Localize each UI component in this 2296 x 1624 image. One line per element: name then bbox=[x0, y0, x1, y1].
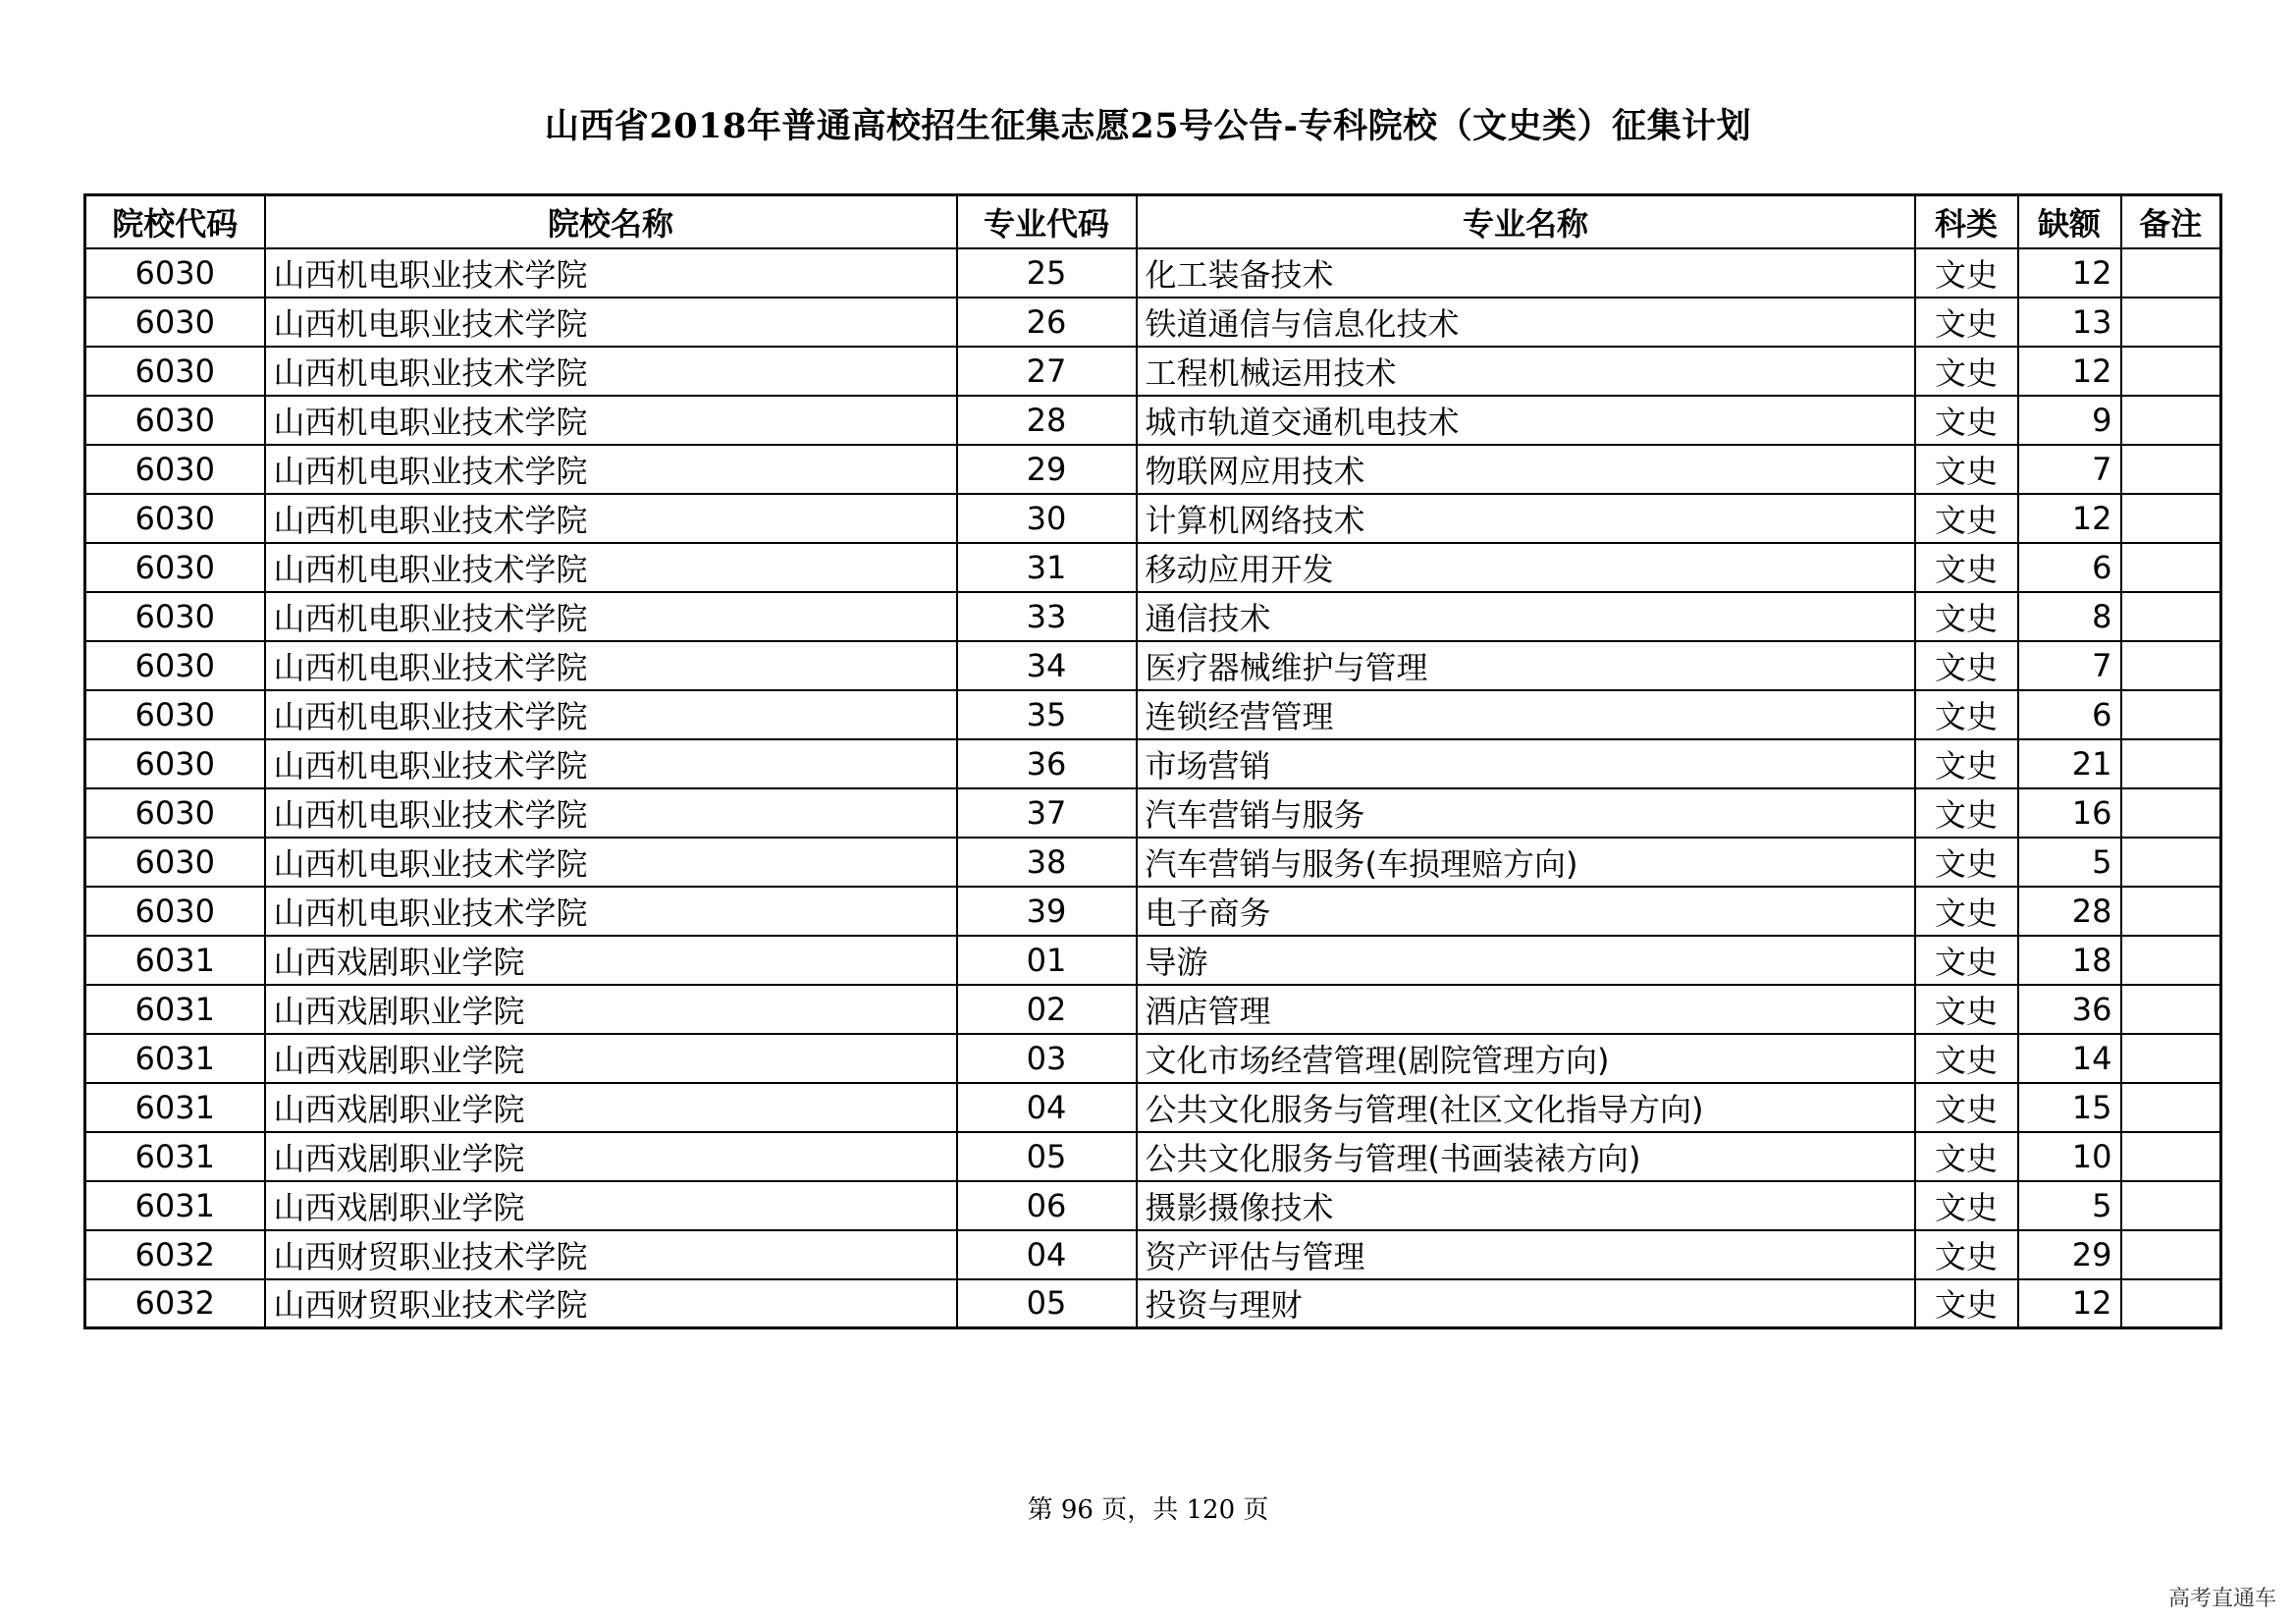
cell-category: 文史 bbox=[1915, 887, 2018, 936]
cell-major-code: 27 bbox=[957, 347, 1137, 396]
cell-major-code: 01 bbox=[957, 936, 1137, 985]
cell-school-name: 山西机电职业技术学院 bbox=[265, 298, 957, 347]
cell-school-code: 6030 bbox=[85, 494, 265, 543]
cell-school-name: 山西机电职业技术学院 bbox=[265, 347, 957, 396]
table-row bbox=[85, 592, 2221, 641]
header-category: 科类 bbox=[1915, 195, 2018, 248]
table-row bbox=[85, 248, 2221, 298]
cell-quota: 16 bbox=[2018, 788, 2121, 838]
header-school-name: 院校名称 bbox=[265, 195, 957, 248]
cell-quota: 8 bbox=[2018, 592, 2121, 641]
cell-quota: 10 bbox=[2018, 1132, 2121, 1181]
cell-remarks bbox=[2121, 985, 2221, 1034]
cell-school-code: 6030 bbox=[85, 347, 265, 396]
cell-remarks bbox=[2121, 1034, 2221, 1083]
cell-category: 文史 bbox=[1915, 788, 2018, 838]
cell-major-code: 34 bbox=[957, 641, 1137, 690]
cell-major-name: 摄影摄像技术 bbox=[1137, 1181, 1915, 1230]
cell-major-code: 02 bbox=[957, 985, 1137, 1034]
cell-school-name: 山西机电职业技术学院 bbox=[265, 248, 957, 298]
cell-major-name: 物联网应用技术 bbox=[1137, 445, 1915, 494]
cell-quota: 36 bbox=[2018, 985, 2121, 1034]
cell-major-name: 资产评估与管理 bbox=[1137, 1230, 1915, 1279]
cell-remarks bbox=[2121, 1132, 2221, 1181]
cell-school-name: 山西机电职业技术学院 bbox=[265, 788, 957, 838]
cell-major-name: 连锁经营管理 bbox=[1137, 690, 1915, 739]
header-remarks: 备注 bbox=[2121, 195, 2221, 248]
cell-remarks bbox=[2121, 347, 2221, 396]
cell-major-name: 公共文化服务与管理(社区文化指导方向) bbox=[1137, 1083, 1915, 1132]
cell-school-name: 山西机电职业技术学院 bbox=[265, 690, 957, 739]
cell-school-code: 6031 bbox=[85, 985, 265, 1034]
cell-school-name: 山西财贸职业技术学院 bbox=[265, 1230, 957, 1279]
cell-school-code: 6030 bbox=[85, 396, 265, 445]
cell-category: 文史 bbox=[1915, 985, 2018, 1034]
cell-major-code: 06 bbox=[957, 1181, 1137, 1230]
cell-quota: 12 bbox=[2018, 347, 2121, 396]
cell-category: 文史 bbox=[1915, 396, 2018, 445]
cell-remarks bbox=[2121, 641, 2221, 690]
table-row bbox=[85, 543, 2221, 592]
cell-quota: 29 bbox=[2018, 1230, 2121, 1279]
header-school-code: 院校代码 bbox=[85, 195, 265, 248]
table-row bbox=[85, 641, 2221, 690]
cell-school-code: 6030 bbox=[85, 739, 265, 788]
cell-remarks bbox=[2121, 739, 2221, 788]
cell-category: 文史 bbox=[1915, 248, 2018, 298]
cell-category: 文史 bbox=[1915, 1034, 2018, 1083]
table-row bbox=[85, 936, 2221, 985]
cell-category: 文史 bbox=[1915, 641, 2018, 690]
cell-remarks bbox=[2121, 248, 2221, 298]
cell-category: 文史 bbox=[1915, 1083, 2018, 1132]
cell-remarks bbox=[2121, 543, 2221, 592]
enrollment-plan-table bbox=[83, 193, 2222, 1329]
cell-category: 文史 bbox=[1915, 1132, 2018, 1181]
table-row bbox=[85, 887, 2221, 936]
cell-major-name: 移动应用开发 bbox=[1137, 543, 1915, 592]
cell-school-code: 6030 bbox=[85, 248, 265, 298]
cell-major-code: 31 bbox=[957, 543, 1137, 592]
cell-major-code: 04 bbox=[957, 1230, 1137, 1279]
cell-major-name: 公共文化服务与管理(书画装裱方向) bbox=[1137, 1132, 1915, 1181]
table-row bbox=[85, 788, 2221, 838]
cell-quota: 15 bbox=[2018, 1083, 2121, 1132]
cell-major-name: 通信技术 bbox=[1137, 592, 1915, 641]
cell-school-code: 6031 bbox=[85, 1181, 265, 1230]
cell-school-name: 山西戏剧职业学院 bbox=[265, 985, 957, 1034]
table-row bbox=[85, 1279, 2221, 1328]
table-row bbox=[85, 985, 2221, 1034]
cell-quota: 18 bbox=[2018, 936, 2121, 985]
cell-category: 文史 bbox=[1915, 543, 2018, 592]
cell-school-name: 山西机电职业技术学院 bbox=[265, 494, 957, 543]
cell-remarks bbox=[2121, 592, 2221, 641]
cell-major-name: 酒店管理 bbox=[1137, 985, 1915, 1034]
cell-major-name: 化工装备技术 bbox=[1137, 248, 1915, 298]
cell-quota: 21 bbox=[2018, 739, 2121, 788]
cell-school-code: 6030 bbox=[85, 298, 265, 347]
cell-school-code: 6030 bbox=[85, 543, 265, 592]
cell-major-code: 26 bbox=[957, 298, 1137, 347]
cell-quota: 6 bbox=[2018, 690, 2121, 739]
cell-category: 文史 bbox=[1915, 1279, 2018, 1328]
cell-remarks bbox=[2121, 494, 2221, 543]
cell-remarks bbox=[2121, 396, 2221, 445]
cell-category: 文史 bbox=[1915, 1230, 2018, 1279]
cell-school-code: 6030 bbox=[85, 592, 265, 641]
cell-major-name: 城市轨道交通机电技术 bbox=[1137, 396, 1915, 445]
cell-category: 文史 bbox=[1915, 690, 2018, 739]
cell-school-name: 山西机电职业技术学院 bbox=[265, 838, 957, 887]
cell-major-code: 30 bbox=[957, 494, 1137, 543]
cell-category: 文史 bbox=[1915, 1181, 2018, 1230]
header-major-code: 专业代码 bbox=[957, 195, 1137, 248]
table-row bbox=[85, 347, 2221, 396]
cell-major-code: 03 bbox=[957, 1034, 1137, 1083]
cell-school-code: 6031 bbox=[85, 1034, 265, 1083]
cell-school-code: 6030 bbox=[85, 690, 265, 739]
cell-quota: 28 bbox=[2018, 887, 2121, 936]
cell-school-name: 山西机电职业技术学院 bbox=[265, 543, 957, 592]
cell-quota: 5 bbox=[2018, 1181, 2121, 1230]
table-row bbox=[85, 1230, 2221, 1279]
table-row bbox=[85, 445, 2221, 494]
cell-remarks bbox=[2121, 1230, 2221, 1279]
cell-major-code: 04 bbox=[957, 1083, 1137, 1132]
page-footer: 第 96 页，共 120 页 bbox=[1027, 1495, 1269, 1525]
cell-major-code: 38 bbox=[957, 838, 1137, 887]
cell-major-code: 35 bbox=[957, 690, 1137, 739]
cell-school-code: 6031 bbox=[85, 1132, 265, 1181]
table-row bbox=[85, 690, 2221, 739]
watermark: 高考直通车 bbox=[2167, 1587, 2276, 1611]
cell-quota: 14 bbox=[2018, 1034, 2121, 1083]
cell-remarks bbox=[2121, 1181, 2221, 1230]
cell-major-code: 25 bbox=[957, 248, 1137, 298]
table-row bbox=[85, 1132, 2221, 1181]
cell-major-code: 39 bbox=[957, 887, 1137, 936]
cell-school-name: 山西戏剧职业学院 bbox=[265, 936, 957, 985]
cell-category: 文史 bbox=[1915, 936, 2018, 985]
table-row bbox=[85, 396, 2221, 445]
cell-quota: 13 bbox=[2018, 298, 2121, 347]
cell-remarks bbox=[2121, 445, 2221, 494]
cell-major-code: 33 bbox=[957, 592, 1137, 641]
cell-remarks bbox=[2121, 1083, 2221, 1132]
cell-school-name: 山西戏剧职业学院 bbox=[265, 1132, 957, 1181]
page-title: 山西省2018年普通高校招生征集志愿25号公告-专科院校（文史类）征集计划 bbox=[544, 106, 1752, 146]
cell-quota: 5 bbox=[2018, 838, 2121, 887]
cell-school-name: 山西机电职业技术学院 bbox=[265, 396, 957, 445]
cell-major-name: 投资与理财 bbox=[1137, 1279, 1915, 1328]
cell-major-code: 37 bbox=[957, 788, 1137, 838]
cell-school-name: 山西机电职业技术学院 bbox=[265, 641, 957, 690]
cell-school-code: 6031 bbox=[85, 936, 265, 985]
cell-major-code: 28 bbox=[957, 396, 1137, 445]
cell-category: 文史 bbox=[1915, 298, 2018, 347]
cell-quota: 7 bbox=[2018, 641, 2121, 690]
cell-school-name: 山西戏剧职业学院 bbox=[265, 1181, 957, 1230]
header-major-name: 专业名称 bbox=[1137, 195, 1915, 248]
cell-quota: 9 bbox=[2018, 396, 2121, 445]
table-row bbox=[85, 739, 2221, 788]
cell-school-name: 山西机电职业技术学院 bbox=[265, 739, 957, 788]
cell-school-name: 山西机电职业技术学院 bbox=[265, 887, 957, 936]
cell-remarks bbox=[2121, 788, 2221, 838]
cell-remarks bbox=[2121, 1279, 2221, 1328]
cell-category: 文史 bbox=[1915, 739, 2018, 788]
cell-major-name: 汽车营销与服务 bbox=[1137, 788, 1915, 838]
cell-category: 文史 bbox=[1915, 592, 2018, 641]
table-body bbox=[85, 248, 2221, 1328]
cell-major-name: 文化市场经营管理(剧院管理方向) bbox=[1137, 1034, 1915, 1083]
cell-major-code: 05 bbox=[957, 1279, 1137, 1328]
cell-major-code: 36 bbox=[957, 739, 1137, 788]
cell-category: 文史 bbox=[1915, 838, 2018, 887]
cell-school-code: 6031 bbox=[85, 1083, 265, 1132]
cell-school-code: 6032 bbox=[85, 1279, 265, 1328]
cell-quota: 12 bbox=[2018, 248, 2121, 298]
cell-remarks bbox=[2121, 936, 2221, 985]
cell-school-code: 6030 bbox=[85, 445, 265, 494]
cell-major-name: 导游 bbox=[1137, 936, 1915, 985]
cell-major-code: 29 bbox=[957, 445, 1137, 494]
cell-school-name: 山西财贸职业技术学院 bbox=[265, 1279, 957, 1328]
table-row bbox=[85, 1034, 2221, 1083]
header-quota: 缺额 bbox=[2018, 195, 2121, 248]
cell-quota: 6 bbox=[2018, 543, 2121, 592]
cell-major-name: 电子商务 bbox=[1137, 887, 1915, 936]
cell-school-name: 山西戏剧职业学院 bbox=[265, 1083, 957, 1132]
table-row bbox=[85, 1083, 2221, 1132]
cell-school-code: 6032 bbox=[85, 1230, 265, 1279]
cell-school-name: 山西机电职业技术学院 bbox=[265, 445, 957, 494]
cell-quota: 7 bbox=[2018, 445, 2121, 494]
cell-major-name: 汽车营销与服务(车损理赔方向) bbox=[1137, 838, 1915, 887]
cell-category: 文史 bbox=[1915, 347, 2018, 396]
cell-major-name: 铁道通信与信息化技术 bbox=[1137, 298, 1915, 347]
cell-category: 文史 bbox=[1915, 445, 2018, 494]
cell-remarks bbox=[2121, 887, 2221, 936]
cell-category: 文史 bbox=[1915, 494, 2018, 543]
cell-school-name: 山西戏剧职业学院 bbox=[265, 1034, 957, 1083]
cell-school-code: 6030 bbox=[85, 887, 265, 936]
cell-major-code: 05 bbox=[957, 1132, 1137, 1181]
cell-remarks bbox=[2121, 838, 2221, 887]
cell-quota: 12 bbox=[2018, 1279, 2121, 1328]
table-header-row bbox=[85, 195, 2221, 248]
cell-school-name: 山西机电职业技术学院 bbox=[265, 592, 957, 641]
table-row bbox=[85, 494, 2221, 543]
table-row bbox=[85, 838, 2221, 887]
cell-school-code: 6030 bbox=[85, 838, 265, 887]
cell-school-code: 6030 bbox=[85, 788, 265, 838]
table-row bbox=[85, 298, 2221, 347]
cell-major-name: 市场营销 bbox=[1137, 739, 1915, 788]
cell-remarks bbox=[2121, 298, 2221, 347]
cell-major-name: 工程机械运用技术 bbox=[1137, 347, 1915, 396]
cell-quota: 12 bbox=[2018, 494, 2121, 543]
cell-school-code: 6030 bbox=[85, 641, 265, 690]
table-row bbox=[85, 1181, 2221, 1230]
cell-major-name: 医疗器械维护与管理 bbox=[1137, 641, 1915, 690]
cell-major-name: 计算机网络技术 bbox=[1137, 494, 1915, 543]
cell-remarks bbox=[2121, 690, 2221, 739]
